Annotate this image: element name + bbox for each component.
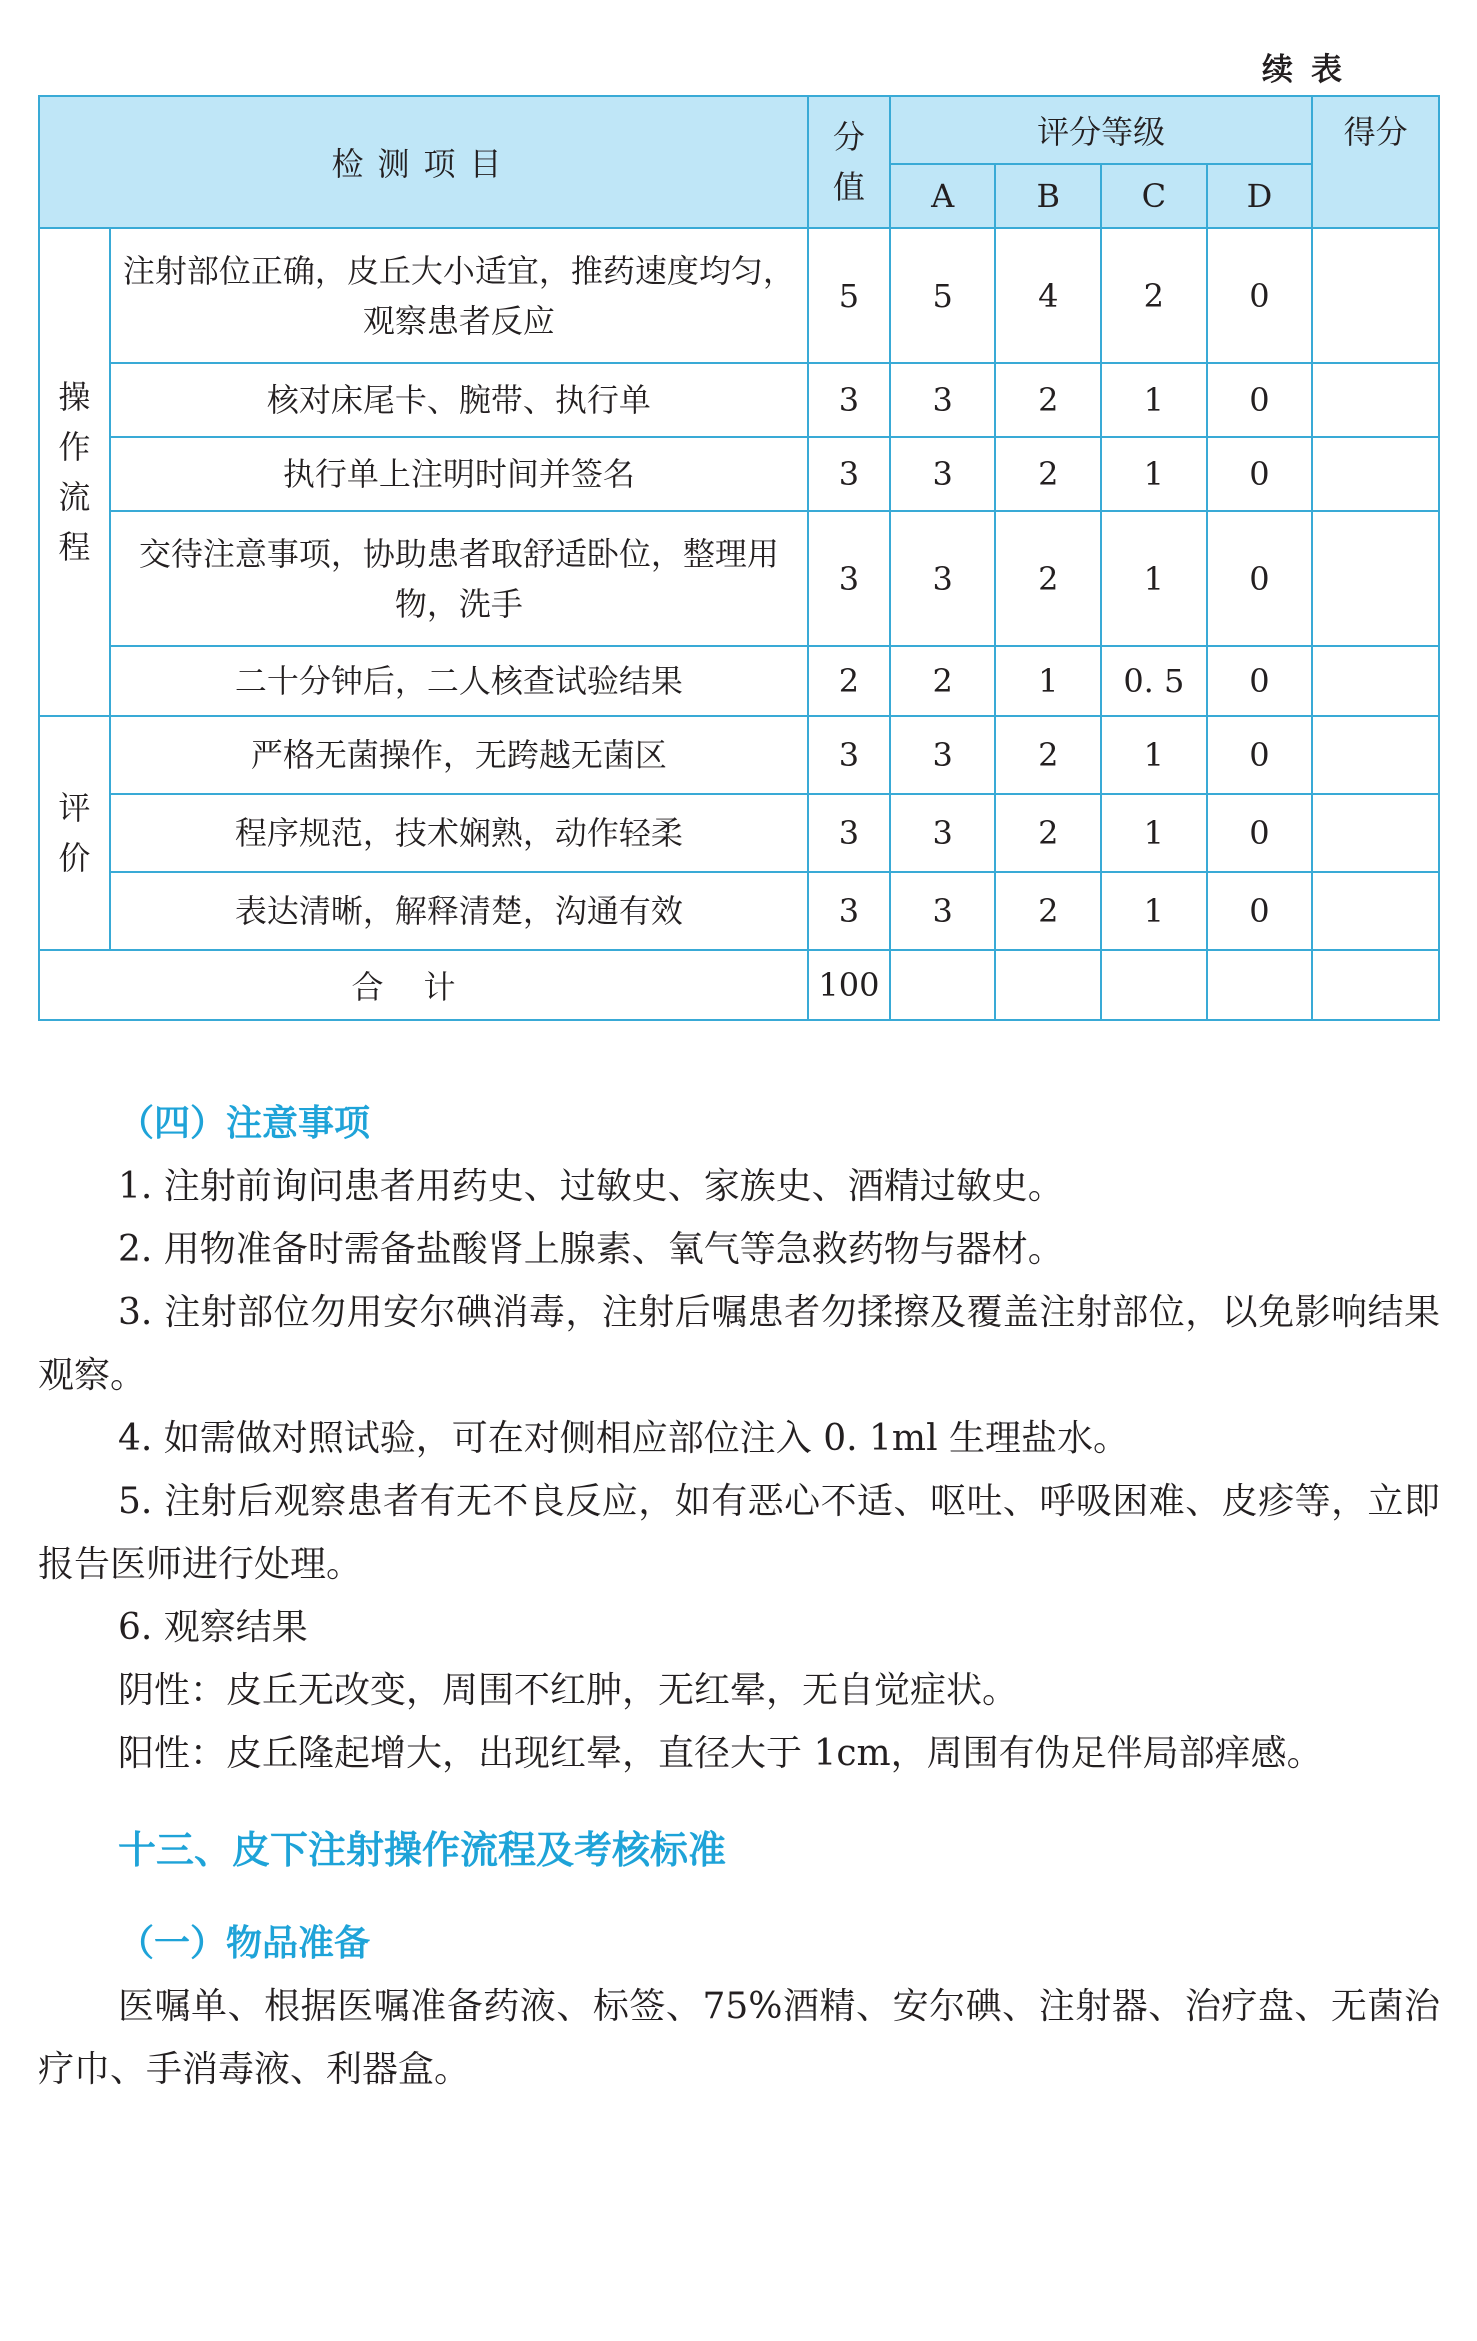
row-score: 3 (808, 363, 890, 437)
row-grade-a: 2 (890, 646, 996, 716)
row-grade-b: 2 (995, 511, 1101, 646)
row-item: 程序规范，技术娴熟，动作轻柔 (110, 794, 808, 872)
row-earned (1312, 716, 1439, 794)
notes-heading: （四）注意事项 (118, 1103, 371, 1144)
table-row (39, 228, 1439, 363)
row-grade-d: 0 (1207, 794, 1313, 872)
note-paragraph: 2. 用物准备时需备盐酸肾上腺素、氧气等急救药物与器材。 (118, 1229, 1064, 1270)
row-grade-a: 3 (890, 794, 996, 872)
row-grade-b: 2 (995, 716, 1101, 794)
row-grade-b: 2 (995, 437, 1101, 511)
table-row (39, 794, 1439, 872)
table-row (39, 437, 1439, 511)
supplies-heading: （一）物品准备 (118, 1923, 371, 1964)
row-grade-c: 1 (1101, 794, 1207, 872)
note-paragraph: 阳性：皮丘隆起增大，出现红晕，直径大于 1cm，周围有伪足伴局部痒感。 (118, 1733, 1323, 1774)
header-score: 分 值 (808, 96, 890, 228)
row-grade-b: 1 (995, 646, 1101, 716)
row-earned (1312, 872, 1439, 950)
header-grade-c: C (1101, 164, 1207, 228)
table-row (39, 511, 1439, 646)
row-item: 执行单上注明时间并签名 (110, 437, 808, 511)
row-score: 3 (808, 872, 890, 950)
assessment-score-table (38, 95, 1440, 1021)
section-13-title: 十三、皮下注射操作流程及考核标准 (118, 1828, 727, 1872)
row-grade-c: 1 (1101, 716, 1207, 794)
row-grade-a: 3 (890, 363, 996, 437)
row-score: 3 (808, 437, 890, 511)
group-label-evaluation: 评 价 (39, 716, 110, 950)
row-grade-c: 0. 5 (1101, 646, 1207, 716)
row-grade-b: 2 (995, 872, 1101, 950)
row-item: 注射部位正确，皮丘大小适宜，推药速度均匀，观察患者反应 (110, 228, 808, 363)
total-row (39, 950, 1439, 1020)
row-grade-d: 0 (1207, 716, 1313, 794)
row-grade-a: 5 (890, 228, 996, 363)
total-score: 100 (808, 950, 890, 1020)
row-earned (1312, 363, 1439, 437)
row-score: 2 (808, 646, 890, 716)
row-earned (1312, 437, 1439, 511)
total-label: 合计 (39, 950, 808, 1020)
row-score: 3 (808, 716, 890, 794)
row-score: 5 (808, 228, 890, 363)
header-grade-group: 评分等级 (890, 96, 1312, 164)
row-grade-c: 1 (1101, 511, 1207, 646)
row-grade-c: 1 (1101, 363, 1207, 437)
header-grade-a: A (890, 164, 996, 228)
row-earned (1312, 794, 1439, 872)
row-grade-d: 0 (1207, 872, 1313, 950)
note-paragraph: 6. 观察结果 (118, 1607, 308, 1648)
note-paragraph: 1. 注射前询问患者用药史、过敏史、家族史、酒精过敏史。 (118, 1166, 1064, 1207)
row-item: 交待注意事项，协助患者取舒适卧位，整理用物，洗手 (110, 511, 808, 646)
row-grade-b: 2 (995, 363, 1101, 437)
header-grade-d: D (1207, 164, 1313, 228)
header-earned: 得分 (1312, 96, 1439, 228)
table-row (39, 363, 1439, 437)
group-label-operation: 操 作 流 程 (39, 228, 110, 716)
row-grade-b: 2 (995, 794, 1101, 872)
row-grade-d: 0 (1207, 363, 1313, 437)
row-grade-d: 0 (1207, 646, 1313, 716)
row-score: 3 (808, 794, 890, 872)
row-grade-b: 4 (995, 228, 1101, 363)
row-grade-d: 0 (1207, 437, 1313, 511)
row-score: 3 (808, 511, 890, 646)
header-item: 检测项目 (39, 96, 808, 228)
row-grade-c: 2 (1101, 228, 1207, 363)
note-paragraph: 阴性：皮丘无改变，周围不红肿，无红晕，无自觉症状。 (118, 1670, 1019, 1711)
row-item: 表达清晰，解释清楚，沟通有效 (110, 872, 808, 950)
row-grade-d: 0 (1207, 511, 1313, 646)
note-paragraph: 3. 注射部位勿用安尔碘消毒，注射后嘱患者勿揉擦及覆盖注射部位，以免影响结果观察。 (38, 1292, 1440, 1396)
row-item: 核对床尾卡、腕带、执行单 (110, 363, 808, 437)
row-grade-a: 3 (890, 716, 996, 794)
row-grade-c: 1 (1101, 872, 1207, 950)
table-row (39, 872, 1439, 950)
row-item: 二十分钟后，二人核查试验结果 (110, 646, 808, 716)
note-paragraph: 5. 注射后观察患者有无不良反应，如有恶心不适、呕吐、呼吸困难、皮疹等，立即报告医师进行处理。 (38, 1481, 1440, 1585)
continued-table-label: 续表 (1262, 52, 1360, 88)
header-grade-b: B (995, 164, 1101, 228)
row-grade-c: 1 (1101, 437, 1207, 511)
row-grade-a: 3 (890, 511, 996, 646)
table-row (39, 716, 1439, 794)
supplies-paragraph: 医嘱单、根据医嘱准备药液、标签、75%酒精、安尔碘、注射器、治疗盘、无菌治疗巾、手消毒液、利器盒。 (38, 1986, 1440, 2090)
note-paragraph: 4. 如需做对照试验，可在对侧相应部位注入 0. 1ml 生理盐水。 (118, 1418, 1130, 1459)
row-earned (1312, 511, 1439, 646)
row-item: 严格无菌操作，无跨越无菌区 (110, 716, 808, 794)
row-grade-a: 3 (890, 872, 996, 950)
row-earned (1312, 228, 1439, 363)
row-grade-a: 3 (890, 437, 996, 511)
page-body (38, 1092, 1440, 2101)
table-row (39, 646, 1439, 716)
row-earned (1312, 646, 1439, 716)
row-grade-d: 0 (1207, 228, 1313, 363)
